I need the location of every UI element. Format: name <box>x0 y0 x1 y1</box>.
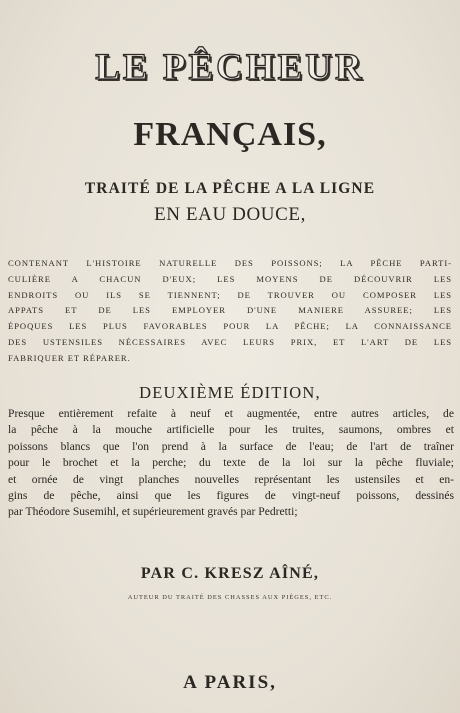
edition-heading: DEUXIÈME ÉDITION, <box>139 383 321 402</box>
description-line: poissons blancs que l'on prend à la surface de l'eau; de l'art de traîner <box>8 439 454 453</box>
subtitle-line-2: EN EAU DOUCE, <box>154 204 306 225</box>
contents-line: FABRIQUER ET RÉPARER. <box>8 352 131 363</box>
description-line: la pêche à la mouche artificielle pour les truites, saumons, ombres et <box>8 423 454 437</box>
subtitle-line-1: TRAITÉ DE LA PÊCHE A LA LIGNE <box>84 180 376 197</box>
contents-line: APPATS ET DE LES EMPLOYER D'UNE MANIERE ASSUREE; LES <box>8 305 452 316</box>
description-line: gins de pêche, ainsi que les figures de vingt-neuf poissons, dessinés <box>8 489 454 503</box>
description-line: Presque entièrement refaite à neuf et augmentée, entre autres articles, de <box>8 407 454 420</box>
book-title: LE PÊCHEUR <box>95 47 365 88</box>
description-line: pour le brochet et la perche; du texte de la loi sur la pêche fluviale; <box>8 456 454 470</box>
book-title-francais: FRANÇAIS, <box>133 116 327 153</box>
publication-place: A PARIS, <box>183 672 277 693</box>
contents-line: CONTENANT L'HISTOIRE NATURELLE DES POISSONS; LA PÊCHE PARTI- <box>8 258 452 268</box>
author-note: AUTEUR DU TRAITÉ DES CHASSES AUX PIÈGES, ETC. <box>127 594 333 601</box>
description-line: par Théodore Susemihl, et supérieurement gravés par Pedretti; <box>8 505 298 519</box>
contents-line: ÉPOQUES LES PLUS FAVORABLES POUR LA PÊCHE; LA CONNAISSANCE <box>8 321 452 332</box>
contents-line: DES USTENSILES NÉCESSAIRES AVEC LEURS PRIX, ET L'ART DE LES <box>8 336 452 347</box>
edition-description <box>8 406 454 521</box>
author-byline: PAR C. KRESZ AÎNÉ, <box>140 565 320 582</box>
contents-line: ENDROITS OU ILS SE TIENNENT; DE TROUVER OU COMPOSER LES <box>8 289 452 300</box>
description-line: et ornée de vingt planches nouvelles représentant les ustensiles et en- <box>8 472 454 486</box>
contents-summary <box>8 256 452 367</box>
contents-line: CULIÈRE A CHACUN D'EUX; LES MOYENS DE DÉCOUVRIR LES <box>8 273 452 284</box>
